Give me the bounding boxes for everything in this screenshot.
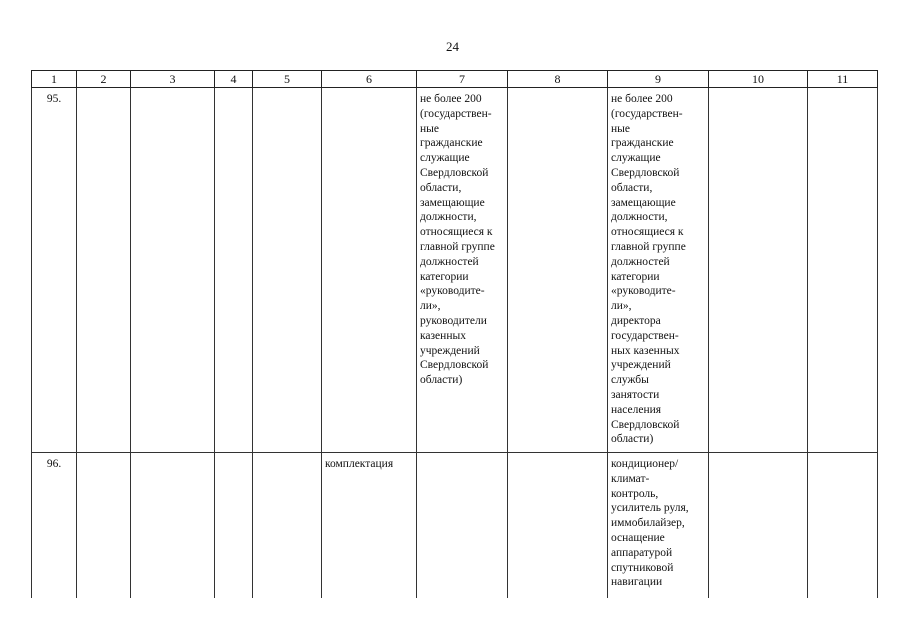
column-header: 6 [322,71,417,88]
table-row [32,453,878,599]
column-header: 4 [215,71,253,88]
table-cell [215,88,253,453]
table-cell [808,453,878,599]
column-header: 7 [417,71,508,88]
table-cell [709,88,808,453]
table-cell [322,88,417,453]
table-cell [508,453,608,599]
data-table [31,70,878,598]
page-number: 24 [446,39,459,54]
table-cell [77,453,131,599]
table-cell: комплектация [322,453,417,599]
table-cell [508,88,608,453]
column-header: 1 [32,71,77,88]
table-cell [253,88,322,453]
column-header: 5 [253,71,322,88]
table-cell: не более 200 (государствен- ные гражданские служащие Свердловской области, замещающие должности, относящиеся к главной группе должностей категории «руководите- ли», руководители казенных учреждений Свердловской области) [417,88,508,453]
table-cell [131,453,215,599]
table-cell: не более 200 (государствен- ные гражданские служащие Свердловской области, замещающие должности, относящиеся к главной группе должностей категории «руководите- ли», директора государствен- ных казенных учреждений службы занятости населения Свердловской области) [608,88,709,453]
column-header: 8 [508,71,608,88]
table-cell [131,88,215,453]
table-row [32,88,878,453]
column-header: 3 [131,71,215,88]
table-cell [709,453,808,599]
table-cell: кондиционер/ климат- контроль, усилитель руля, иммобилайзер, оснащение аппаратурой спутниковой навигации [608,453,709,599]
column-header: 9 [608,71,709,88]
column-header: 10 [709,71,808,88]
row-number-cell: 96. [32,453,77,599]
table-cell [417,453,508,599]
table-cell [215,453,253,599]
table-cell [808,88,878,453]
row-number-cell: 95. [32,88,77,453]
table-cell [253,453,322,599]
column-header: 2 [77,71,131,88]
table-header-row [32,71,878,88]
table-cell [77,88,131,453]
column-header: 11 [808,71,878,88]
